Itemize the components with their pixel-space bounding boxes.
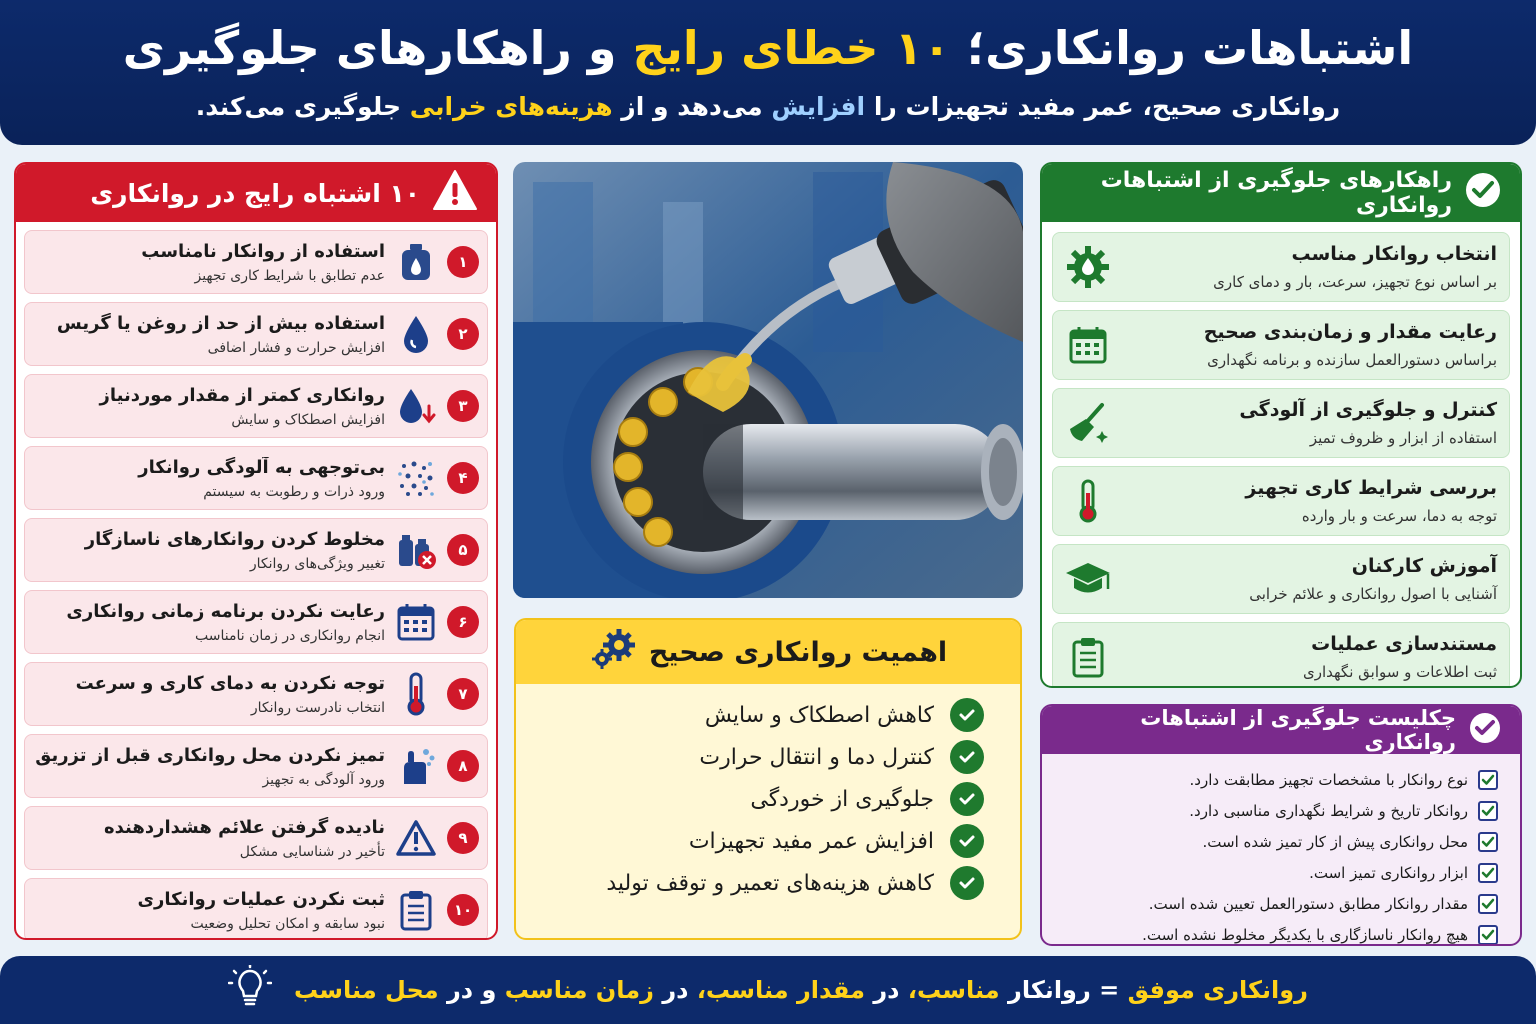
solution-desc: بر اساس نوع تجهیز، سرعت، بار و دمای کاری <box>1213 273 1497 291</box>
mistake-desc: انتخاب نادرست روانکار <box>250 699 385 716</box>
bearing-grease-photo <box>513 162 1023 598</box>
mistake-title: روانکاری کمتر از مقدار موردنیاز <box>99 384 385 406</box>
solutions-panel <box>1040 162 1522 688</box>
mistake-desc: تأخیر در شناسایی مشکل <box>239 843 385 860</box>
mistake-text <box>35 889 385 932</box>
mistake-text <box>35 457 385 500</box>
importance-label: افزایش عمر مفید تجهیزات <box>688 828 934 854</box>
graduation-cap-icon <box>1063 554 1113 604</box>
checklist-item <box>1064 888 1498 919</box>
solution-desc: براساس دستورالعمل سازنده و برنامه نگهداری <box>1207 351 1497 369</box>
mistake-text <box>35 313 385 356</box>
mistake-title: استفاده بیش از حد از روغن یا گریس <box>56 312 385 334</box>
checklist-panel <box>1040 704 1522 946</box>
mistake-desc: تغییر ویژگی‌های روانکار <box>249 555 385 572</box>
footer-part3: مناسب، <box>907 976 1000 1004</box>
mistake-desc: ورود آلودگی به تجهیز <box>262 771 385 788</box>
mistakes-panel-title: ۱۰ اشتباه رایج در روانکاری <box>90 178 420 208</box>
checkbox-checked-icon[interactable] <box>1478 863 1498 883</box>
checklist-label: نوع روانکار با مشخصات تجهیز مطابقت دارد. <box>1189 770 1468 789</box>
mistake-desc: افزایش حرارت و فشار اضافی <box>207 339 385 356</box>
subtitle-part2: افزایش <box>771 92 866 121</box>
mistake-text <box>35 529 385 572</box>
footer-part8: و در <box>446 976 497 1004</box>
mistake-desc: افزایش اصطکاک و سایش <box>231 411 385 428</box>
mistake-text <box>35 601 385 644</box>
page-title <box>0 0 1536 78</box>
mistake-desc: انجام روانکاری در زمان نامناسب <box>194 627 385 644</box>
mistake-number: ۳ <box>447 390 479 422</box>
mistake-text <box>35 817 385 860</box>
mistake-text <box>35 745 385 788</box>
mistake-number: ۲ <box>447 318 479 350</box>
solution-title: مستندسازی عملیات <box>1311 633 1497 655</box>
checklist-list <box>1042 754 1520 946</box>
calendar-icon <box>395 601 437 643</box>
solution-desc: استفاده از ابزار و ظروف تمیز <box>1309 429 1497 447</box>
check-circle-icon <box>1468 711 1502 750</box>
page-subtitle <box>0 92 1536 121</box>
mistake-number: ۸ <box>447 750 479 782</box>
subtitle-part5: جلوگیری می‌کند. <box>195 92 402 121</box>
footer-text <box>294 976 1308 1004</box>
importance-item <box>546 862 984 904</box>
clipboard-icon <box>395 889 437 931</box>
checklist-item <box>1064 857 1498 888</box>
check-icon <box>950 782 984 816</box>
mistakes-panel <box>14 162 498 940</box>
checkbox-checked-icon[interactable] <box>1478 801 1498 821</box>
checkbox-checked-icon[interactable] <box>1478 925 1498 945</box>
solution-desc: آشنایی با اصول روانکاری و علائم خرابی <box>1249 585 1497 603</box>
check-icon <box>950 824 984 858</box>
checklist-item <box>1064 919 1498 946</box>
broom-icon <box>1063 398 1113 448</box>
mistake-item <box>24 806 488 870</box>
importance-item <box>546 778 984 820</box>
solution-item <box>1052 622 1510 688</box>
mistake-text <box>35 673 385 716</box>
solution-text <box>1123 477 1497 525</box>
importance-item <box>546 736 984 778</box>
solutions-list <box>1042 222 1520 688</box>
importance-label: کنترل دما و انتقال حرارت <box>699 744 934 770</box>
mistake-desc: عدم تطابق با شرایط کاری تجهیز <box>194 267 385 284</box>
importance-item <box>546 694 984 736</box>
solution-text <box>1123 555 1497 603</box>
subtitle-part3: می‌دهد و از <box>621 92 763 121</box>
solutions-panel-header <box>1042 164 1520 222</box>
importance-label: کاهش اصطکاک و سایش <box>704 702 934 728</box>
thermometer-icon <box>395 673 437 715</box>
mistake-number: ۹ <box>447 822 479 854</box>
title-part2: ۱۰ خطای رایج <box>632 21 951 75</box>
solution-desc: ثبت اطلاعات و سوابق نگهداری <box>1302 663 1497 681</box>
solution-item <box>1052 388 1510 458</box>
checklist-item <box>1064 826 1498 857</box>
solution-title: انتخاب روانکار مناسب <box>1291 243 1497 265</box>
mistake-item <box>24 374 488 438</box>
mistake-title: تمیز نکردن محل روانکاری قبل از تزریق <box>35 744 385 766</box>
checklist-label: روانکار تاریخ و شرایط نگهداری مناسبی دارد. <box>1189 801 1468 820</box>
mistake-number: ۱۰ <box>447 894 479 926</box>
checkbox-checked-icon[interactable] <box>1478 894 1498 914</box>
importance-panel-header <box>516 620 1020 684</box>
importance-item <box>546 820 984 862</box>
mixed-bottles-icon <box>395 529 437 571</box>
checklist-item <box>1064 795 1498 826</box>
oil-drop-icon <box>395 313 437 355</box>
mistake-item <box>24 518 488 582</box>
footer-part2: = روانکار <box>1008 976 1120 1004</box>
solution-item <box>1052 232 1510 302</box>
mistakes-panel-header <box>16 164 496 222</box>
mistake-item <box>24 446 488 510</box>
gear-drop-icon <box>1063 242 1113 292</box>
check-circle-icon <box>1464 171 1502 215</box>
mistake-item <box>24 662 488 726</box>
checklist-panel-header <box>1042 706 1520 754</box>
warning-icon <box>432 169 478 217</box>
mistake-number: ۱ <box>447 246 479 278</box>
footer-part5: مقدار مناسب، <box>696 976 865 1004</box>
mistake-desc: ورود ذرات و رطوبت به سیستم <box>203 483 385 500</box>
particles-icon <box>395 457 437 499</box>
mistakes-list <box>16 222 496 940</box>
importance-panel <box>514 618 1022 940</box>
footer-part7: زمان مناسب <box>504 976 654 1004</box>
solution-item <box>1052 544 1510 614</box>
check-icon <box>950 740 984 774</box>
solution-item <box>1052 466 1510 536</box>
subtitle-part4: هزینه‌های خرابی <box>409 92 613 121</box>
importance-label: کاهش هزینه‌های تعمیر و توقف تولید <box>606 870 934 896</box>
mistake-number: ۷ <box>447 678 479 710</box>
solution-text <box>1123 243 1497 291</box>
solution-title: آموزش کارکنان <box>1351 555 1497 577</box>
solutions-panel-title: راهکارهای جلوگیری از اشتباهات روانکاری <box>1100 168 1452 218</box>
lightbulb-icon <box>228 965 272 1015</box>
mistake-text <box>35 385 385 428</box>
warning-icon <box>395 817 437 859</box>
thermometer-icon <box>1063 476 1113 526</box>
gears-icon <box>589 627 637 678</box>
mistake-title: توجه نکردن به دمای کاری و سرعت <box>75 672 385 694</box>
checklist-label: هیچ روانکار ناسازگاری با یکدیگر مخلوط نشده است. <box>1142 925 1468 944</box>
mistake-item <box>24 590 488 654</box>
solution-item <box>1052 310 1510 380</box>
mistake-item <box>24 230 488 294</box>
solution-text <box>1123 399 1497 447</box>
subtitle-part1: روانکاری صحیح، عمر مفید تجهیزات را <box>873 92 1341 121</box>
mistake-number: ۶ <box>447 606 479 638</box>
check-icon <box>950 866 984 900</box>
footer-part4: در <box>873 976 900 1004</box>
mistake-title: ثبت نکردن عملیات روانکاری <box>137 888 385 910</box>
importance-list <box>516 684 1020 904</box>
mistake-item <box>24 734 488 798</box>
oil-bottle-icon <box>395 241 437 283</box>
check-icon <box>950 698 984 732</box>
solution-title: رعایت مقدار و زمان‌بندی صحیح <box>1203 321 1497 343</box>
mistake-title: استفاده از روانکار نامناسب <box>141 240 385 262</box>
footer-part6: در <box>662 976 689 1004</box>
mistake-desc: نبود سابقه و امکان تحلیل وضعیت <box>190 915 385 932</box>
checklist-item <box>1064 764 1498 795</box>
mistake-item <box>24 878 488 940</box>
title-part1: اشتباهات روانکاری؛ <box>966 21 1414 75</box>
mistake-number: ۵ <box>447 534 479 566</box>
checkbox-checked-icon[interactable] <box>1478 832 1498 852</box>
importance-label: جلوگیری از خوردگی <box>750 786 934 812</box>
solution-title: کنترل و جلوگیری از آلودگی <box>1239 399 1497 421</box>
footer-part9: محل مناسب <box>294 976 439 1004</box>
header <box>0 0 1536 145</box>
checklist-label: مقدار روانکار مطابق دستورالعمل تعیین شده است. <box>1148 894 1468 913</box>
checklist-label: محل روانکاری پیش از کار تمیز شده است. <box>1202 832 1468 851</box>
mistake-item <box>24 302 488 366</box>
wash-hands-icon <box>395 745 437 787</box>
checklist-panel-title: چکلیست جلوگیری از اشتباهات روانکاری <box>1140 706 1456 754</box>
drop-down-arrow-icon <box>395 385 437 427</box>
mistake-title: نادیده گرفتن علائم هشداردهنده <box>104 816 385 838</box>
importance-panel-title: اهمیت روانکاری صحیح <box>648 636 948 668</box>
mistake-title: رعایت نکردن برنامه زمانی روانکاری <box>66 600 385 622</box>
calendar-icon <box>1063 320 1113 370</box>
footer-banner <box>0 956 1536 1024</box>
solution-title: بررسی شرایط کاری تجهیز <box>1245 477 1497 499</box>
mistake-title: بی‌توجهی به آلودگی روانکار <box>138 456 385 478</box>
title-part3: و راهکارهای جلوگیری <box>122 21 617 75</box>
checklist-label: ابزار روانکاری تمیز است. <box>1309 863 1468 882</box>
footer-part1: روانکاری موفق <box>1127 976 1308 1004</box>
solution-text <box>1123 633 1497 681</box>
checkbox-checked-icon[interactable] <box>1478 770 1498 790</box>
mistake-number: ۴ <box>447 462 479 494</box>
clipboard-icon <box>1063 632 1113 682</box>
solution-desc: توجه به دما، سرعت و بار وارده <box>1301 507 1497 525</box>
mistake-text <box>35 241 385 284</box>
solution-text <box>1123 321 1497 369</box>
mistake-title: مخلوط کردن روانکارهای ناسازگار <box>84 528 385 550</box>
